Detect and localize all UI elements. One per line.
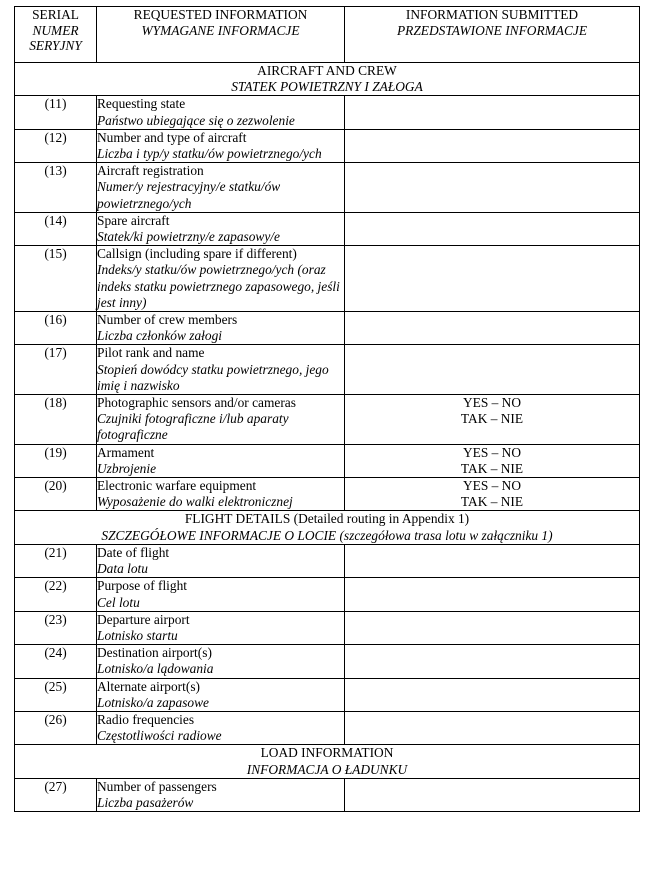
table-row xyxy=(15,778,640,811)
requested-info-pl: Liczba pasażerów xyxy=(97,794,194,810)
requested-info-en: Armament xyxy=(97,444,155,460)
table-row xyxy=(15,96,640,129)
table-row xyxy=(15,611,640,644)
serial-number-cell: (16) xyxy=(15,312,97,345)
submitted-info-cell[interactable] xyxy=(345,611,640,644)
requested-info-pl: Państwo ubiegające się o zezwolenie xyxy=(97,112,295,128)
requested-info-en: Radio frequencies xyxy=(97,711,195,727)
table-row xyxy=(15,129,640,162)
serial-number-cell: (21) xyxy=(15,544,97,577)
tak-nie-option[interactable]: TAK – NIE xyxy=(460,411,524,427)
requested-header-pl: WYMAGANE INFORMACJE xyxy=(141,22,300,38)
requested-header-en: REQUESTED INFORMATION xyxy=(133,7,308,22)
yes-no-option[interactable]: YES – NO xyxy=(462,395,522,411)
serial-number-cell: (14) xyxy=(15,212,97,245)
table-row xyxy=(15,444,640,477)
submitted-info-cell[interactable] xyxy=(345,345,640,395)
section-title-cell xyxy=(15,511,640,544)
serial-header-pl: NUMER SERYJNY xyxy=(29,22,82,53)
section-title-en: AIRCRAFT AND CREW xyxy=(257,63,397,78)
table-row xyxy=(15,345,640,395)
requested-info-en: Spare aircraft xyxy=(97,212,170,228)
serial-number-cell: (19) xyxy=(15,444,97,477)
requested-info-pl: Czujniki fotograficzne i/lub aparaty fotograficzne xyxy=(97,411,289,443)
table-header-row xyxy=(15,7,640,63)
submitted-header-pl: PRZEDSTAWIONE INFORMACJE xyxy=(396,22,588,38)
submitted-header-en: INFORMATION SUBMITTED xyxy=(405,7,579,22)
section-title-en: FLIGHT DETAILS (Detailed routing in Appendix 1) xyxy=(184,511,470,527)
form-table-body xyxy=(15,7,640,812)
serial-number-cell: (23) xyxy=(15,611,97,644)
serial-number-cell: (13) xyxy=(15,163,97,213)
flight-permission-form-table xyxy=(14,6,640,812)
requested-info-cell xyxy=(97,312,345,345)
submitted-info-cell[interactable] xyxy=(345,444,640,477)
table-row xyxy=(15,711,640,744)
requested-info-cell xyxy=(97,212,345,245)
table-row xyxy=(15,312,640,345)
requested-info-en: Destination airport(s) xyxy=(97,645,212,661)
requested-info-en: Date of flight xyxy=(97,544,170,560)
table-row xyxy=(15,212,640,245)
serial-number-cell: (17) xyxy=(15,345,97,395)
table-row xyxy=(15,395,640,445)
requested-info-en: Electronic warfare equipment xyxy=(97,478,257,494)
serial-number-cell: (25) xyxy=(15,678,97,711)
requested-info-pl: Liczba i typ/y statku/ów powietrznego/ych xyxy=(97,146,322,162)
submitted-info-cell[interactable] xyxy=(345,544,640,577)
submitted-info-cell[interactable] xyxy=(345,678,640,711)
section-title-pl: SZCZEGÓŁOWE INFORMACJE O LOCIE (szczegółowa trasa lotu w załączniku 1) xyxy=(101,527,553,543)
tak-nie-option[interactable]: TAK – NIE xyxy=(460,460,524,476)
requested-info-pl: Cel lotu xyxy=(97,594,140,610)
requested-info-cell xyxy=(97,129,345,162)
requested-info-cell xyxy=(97,345,345,395)
table-row xyxy=(15,478,640,511)
requested-info-cell xyxy=(97,96,345,129)
requested-info-cell xyxy=(97,478,345,511)
requested-info-cell xyxy=(97,246,345,312)
requested-info-pl: Numer/y rejestracyjny/e statku/ów powietrznego/ych xyxy=(97,179,281,211)
requested-info-cell xyxy=(97,778,345,811)
requested-info-en: Pilot rank and name xyxy=(97,345,205,361)
requested-info-cell xyxy=(97,578,345,611)
submitted-info-cell[interactable] xyxy=(345,395,640,445)
submitted-info-cell[interactable] xyxy=(345,478,640,511)
section-title-cell xyxy=(15,745,640,778)
submitted-info-cell[interactable] xyxy=(345,246,640,312)
section-header-row xyxy=(15,745,640,778)
requested-info-en: Requesting state xyxy=(97,96,186,112)
section-header-row xyxy=(15,63,640,96)
submitted-info-cell[interactable] xyxy=(345,212,640,245)
requested-info-cell xyxy=(97,611,345,644)
submitted-info-cell[interactable] xyxy=(345,778,640,811)
requested-info-pl: Indeks/y statku/ów powietrznego/ych (oraz indeks statku powietrznego zapasowego, jeśli jest inny) xyxy=(97,262,340,310)
table-row xyxy=(15,645,640,678)
requested-info-pl: Liczba członków załogi xyxy=(97,328,222,344)
requested-info-cell xyxy=(97,678,345,711)
serial-number-cell: (20) xyxy=(15,478,97,511)
serial-header-en: SERIAL xyxy=(32,7,79,22)
submitted-info-cell[interactable] xyxy=(345,645,640,678)
serial-number-cell: (11) xyxy=(15,96,97,129)
requested-info-cell xyxy=(97,444,345,477)
requested-info-en: Alternate airport(s) xyxy=(97,678,200,694)
requested-info-en: Callsign (including spare if different) xyxy=(97,246,297,262)
table-row xyxy=(15,163,640,213)
requested-info-pl: Lotnisko startu xyxy=(97,627,178,643)
requested-info-cell xyxy=(97,645,345,678)
submitted-info-cell[interactable] xyxy=(345,578,640,611)
requested-info-pl: Statek/ki powietrzny/e zapasowy/e xyxy=(97,229,280,245)
requested-info-en: Number of passengers xyxy=(97,778,217,794)
submitted-info-cell[interactable] xyxy=(345,163,640,213)
requested-info-en: Departure airport xyxy=(97,611,190,627)
serial-column-header xyxy=(15,7,97,63)
serial-number-cell: (26) xyxy=(15,711,97,744)
section-title-pl: STATEK POWIETRZNY I ZAŁOGA xyxy=(231,79,423,95)
submitted-column-header xyxy=(345,7,640,63)
yes-no-option[interactable]: YES – NO xyxy=(462,444,522,460)
section-title-cell xyxy=(15,63,640,96)
serial-number-cell: (22) xyxy=(15,578,97,611)
submitted-info-cell[interactable] xyxy=(345,129,640,162)
requested-info-pl: Lotnisko/a lądowania xyxy=(97,661,214,677)
tak-nie-option[interactable]: TAK – NIE xyxy=(460,494,524,510)
requested-info-pl: Wyposażenie do walki elektronicznej xyxy=(97,494,293,510)
requested-info-cell xyxy=(97,711,345,744)
submitted-info-cell[interactable] xyxy=(345,711,640,744)
requested-info-en: Number and type of aircraft xyxy=(97,129,247,145)
table-row xyxy=(15,678,640,711)
section-header-row xyxy=(15,511,640,544)
requested-info-pl: Stopień dowódcy statku powietrznego, jego imię i nazwisko xyxy=(97,361,329,393)
requested-info-en: Aircraft registration xyxy=(97,163,204,179)
requested-column-header xyxy=(97,7,345,63)
table-row xyxy=(15,578,640,611)
requested-info-pl: Częstotliwości radiowe xyxy=(97,728,222,744)
serial-number-cell: (15) xyxy=(15,246,97,312)
requested-info-cell xyxy=(97,544,345,577)
requested-info-pl: Lotnisko/a zapasowe xyxy=(97,694,209,710)
submitted-info-cell[interactable] xyxy=(345,96,640,129)
yes-no-option[interactable]: YES – NO xyxy=(462,478,522,494)
requested-info-en: Purpose of flight xyxy=(97,578,188,594)
serial-number-cell: (24) xyxy=(15,645,97,678)
table-row xyxy=(15,544,640,577)
serial-number-cell: (18) xyxy=(15,395,97,445)
requested-info-cell xyxy=(97,163,345,213)
requested-info-pl: Uzbrojenie xyxy=(97,460,157,476)
requested-info-pl: Data lotu xyxy=(97,561,148,577)
requested-info-cell xyxy=(97,395,345,445)
serial-number-cell: (12) xyxy=(15,129,97,162)
serial-number-cell: (27) xyxy=(15,778,97,811)
submitted-info-cell[interactable] xyxy=(345,312,640,345)
requested-info-en: Number of crew members xyxy=(97,312,238,328)
requested-info-en: Photographic sensors and/or cameras xyxy=(97,395,296,411)
section-title-en: LOAD INFORMATION xyxy=(260,745,394,761)
table-row xyxy=(15,246,640,312)
section-title-pl: INFORMACJA O ŁADUNKU xyxy=(246,761,408,777)
